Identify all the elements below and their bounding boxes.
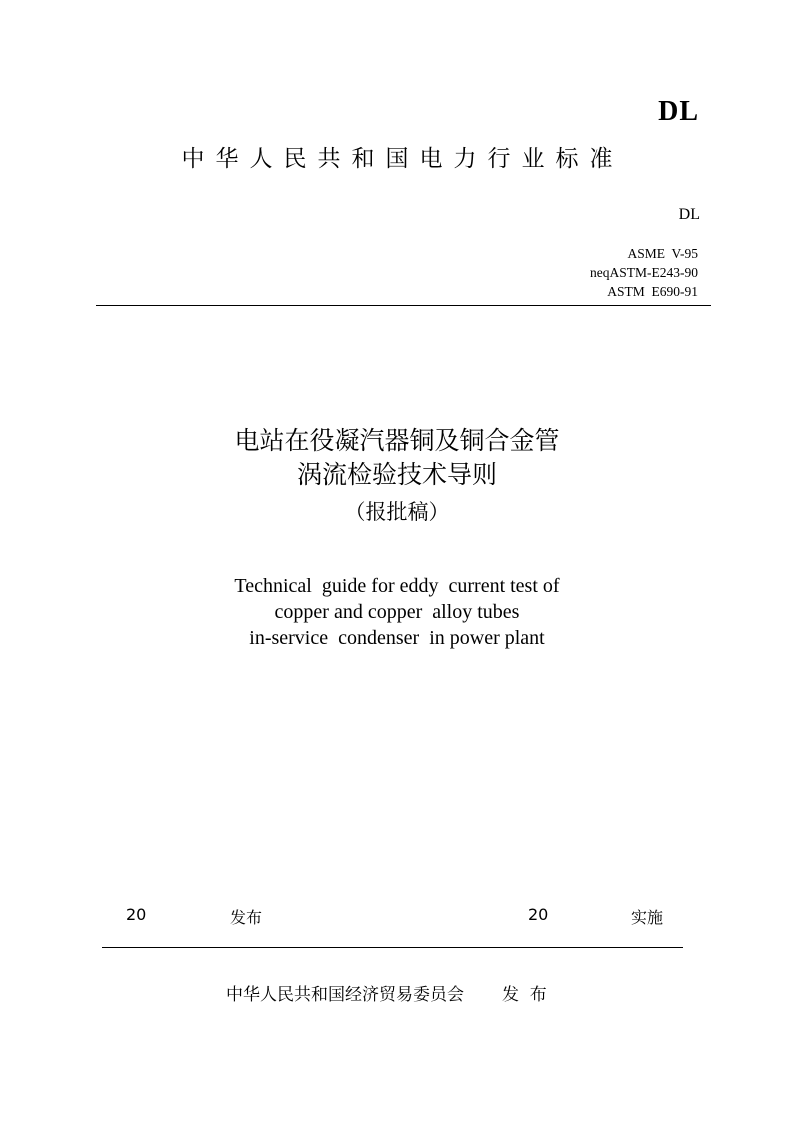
- english-title: [0, 573, 794, 651]
- chinese-title-line-1: 电站在役凝汽器铜及铜合金管: [234, 426, 560, 455]
- reference-item: neqASTM-E243-90: [590, 265, 698, 280]
- reference-item: ASTM E690-91: [607, 284, 698, 299]
- effective-label: 实施: [631, 908, 664, 927]
- header-divider: [96, 305, 711, 306]
- effective-year: 20: [528, 905, 549, 924]
- issue-year: 20: [126, 905, 147, 924]
- english-title-line-1: Technical guide for eddy current test of: [234, 575, 560, 597]
- standard-code: DL: [678, 206, 700, 223]
- issue-word: 发 布: [502, 985, 547, 1005]
- reference-standards: [590, 244, 698, 301]
- draft-status: （报批稿）: [344, 500, 450, 524]
- english-title-line-2: copper and copper alloy tubes: [274, 601, 520, 623]
- issuing-authority: [226, 980, 547, 1005]
- footer-divider: [102, 947, 683, 948]
- chinese-title-line-2: 涡流检验技术导则: [296, 460, 497, 489]
- dl-logo: DL: [658, 96, 699, 127]
- standard-category-title: 中华人民共和国电力行业标准: [181, 146, 624, 172]
- issuer-name: 中华人民共和国经济贸易委员会: [226, 985, 464, 1005]
- reference-item: ASME V-95: [627, 246, 698, 261]
- english-title-line-3: in-service condenser in power plant: [249, 627, 545, 649]
- chinese-title: [0, 424, 794, 492]
- issue-label: 发布: [230, 908, 263, 927]
